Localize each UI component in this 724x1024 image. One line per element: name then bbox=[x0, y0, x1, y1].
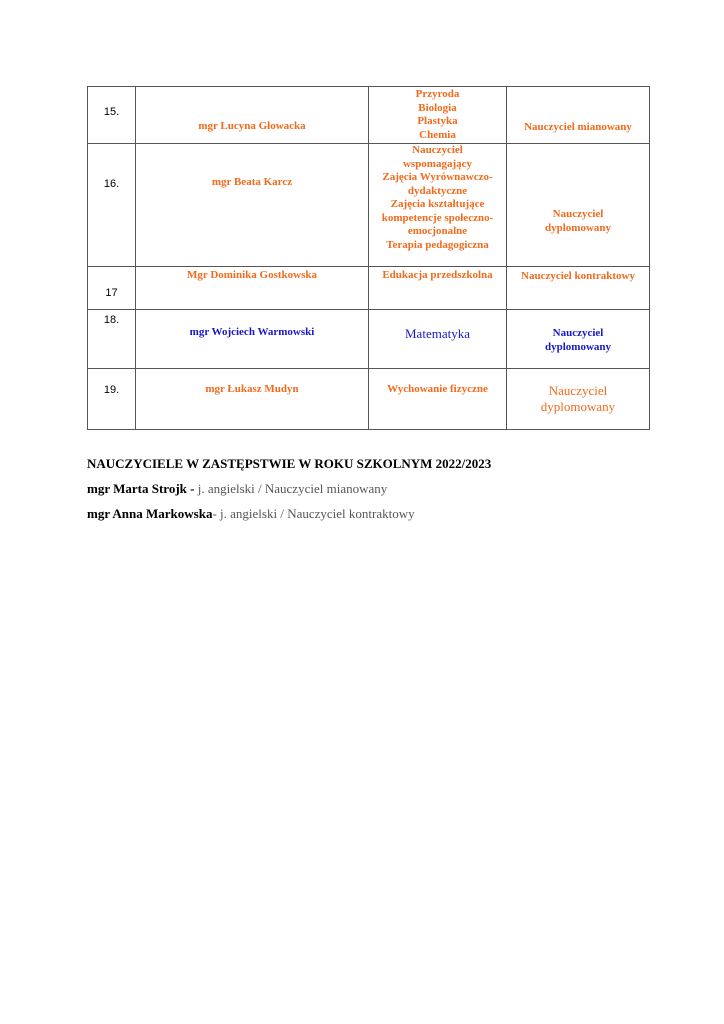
table-row bbox=[88, 369, 650, 430]
row-number: 16. bbox=[88, 144, 136, 267]
substitute-name: mgr Anna Markowska bbox=[87, 506, 213, 521]
table-row bbox=[88, 144, 650, 267]
subjects-cell bbox=[369, 310, 507, 369]
subjects-cell bbox=[369, 267, 507, 310]
row-number: 15. bbox=[88, 87, 136, 144]
status-cell bbox=[507, 310, 650, 369]
subject-item: kompetencje społeczno- bbox=[381, 211, 494, 224]
teacher-name: Mgr Dominika Gostkowska bbox=[136, 267, 369, 310]
substitute-entry bbox=[87, 506, 491, 522]
teacher-name: mgr Beata Karcz bbox=[136, 144, 369, 267]
section-heading: NAUCZYCIELE W ZASTĘPSTWIE W ROKU SZKOLNYM 2022/2023 bbox=[87, 456, 492, 471]
substitute-detail: j. angielski / Nauczyciel mianowany bbox=[197, 481, 388, 496]
subjects-cell bbox=[369, 369, 507, 430]
status-text: Nauczyciel dyplomowany bbox=[544, 327, 612, 353]
table-row bbox=[88, 267, 650, 310]
subjects-cell bbox=[369, 87, 507, 144]
table-row bbox=[88, 310, 650, 369]
subject-item: dydaktyczne bbox=[407, 184, 468, 197]
table-row bbox=[88, 87, 650, 144]
status-cell bbox=[507, 369, 650, 430]
subject-item: wspomagający bbox=[402, 157, 473, 170]
teacher-name: mgr Lucyna Głowacka bbox=[136, 87, 369, 144]
substitute-entry bbox=[87, 481, 491, 497]
status-cell: Nauczyciel mianowany bbox=[507, 87, 650, 144]
subjects-cell bbox=[369, 144, 507, 267]
status-cell bbox=[507, 144, 650, 267]
subject-item: Chemia bbox=[419, 128, 456, 141]
subject-item: Plastyka bbox=[417, 115, 458, 127]
subject-item: Biologia bbox=[418, 101, 457, 114]
row-number: 19. bbox=[88, 369, 136, 430]
row-number: 18. bbox=[88, 310, 136, 369]
subject-item: Nauczyciel bbox=[412, 144, 463, 156]
status-cell: Nauczyciel kontraktowy bbox=[507, 267, 650, 310]
substitute-name: mgr Marta Strojk - bbox=[87, 481, 198, 496]
subject-item: Matematyka bbox=[405, 326, 470, 341]
teachers-table bbox=[87, 86, 650, 430]
status-text: Nauczyciel dyplomowany bbox=[540, 383, 616, 414]
subject-item: Zajęcia kształtujące bbox=[390, 198, 485, 210]
subject-item: Przyroda bbox=[415, 88, 460, 100]
subject-item: Zajęcia Wyrównawczo- bbox=[382, 171, 493, 183]
substitute-teachers-section bbox=[87, 456, 491, 531]
subject-item: Edukacja przedszkolna bbox=[382, 269, 493, 281]
row-number: 17 bbox=[88, 267, 136, 310]
subject-item: Terapia pedagogiczna bbox=[386, 238, 489, 251]
subject-item: Wychowanie fizyczne bbox=[387, 383, 488, 395]
status-text: Nauczyciel dyplomowany bbox=[544, 208, 612, 234]
subject-item: emocjonalne bbox=[407, 225, 468, 237]
teacher-name: mgr Łukasz Mudyn bbox=[136, 369, 369, 430]
substitute-detail: - j. angielski / Nauczyciel kontraktowy bbox=[212, 506, 415, 521]
teacher-name: mgr Wojciech Warmowski bbox=[136, 310, 369, 369]
